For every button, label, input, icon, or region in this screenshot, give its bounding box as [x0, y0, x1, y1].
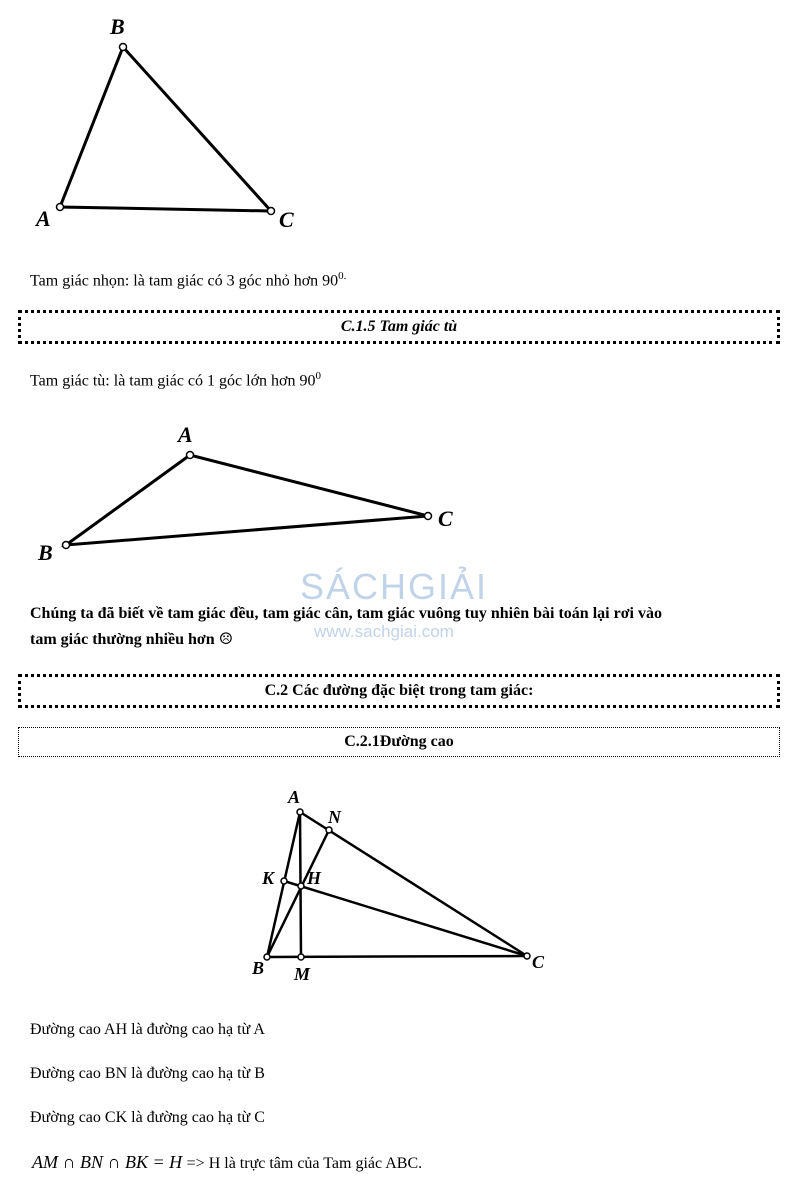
- triangle-abc-obtuse: [66, 455, 428, 545]
- altitude-bn-text: Đường cao BN là đường cao hạ từ B: [30, 1065, 265, 1082]
- triangle-abc: [60, 47, 271, 211]
- altitude-figure: [240, 780, 560, 990]
- summary-line-2: tam giác thường nhiều hơn ☹: [30, 631, 234, 648]
- vertex-a: [187, 452, 194, 459]
- altitude-ah-text: Đường cao AH là đường cao hạ từ A: [30, 1021, 265, 1038]
- obtuse-triangle-definition: Tam giác tù: là tam giác có 1 góc lớn hơn $90^0$: [30, 370, 321, 390]
- acute-triangle-figure: [0, 0, 320, 240]
- edge-bc: [267, 956, 527, 957]
- vertex-c: [268, 208, 275, 215]
- section-special-lines-title: C.2 Các đường đặc biệt trong tam giác:: [264, 682, 534, 699]
- label-c: C: [438, 506, 453, 531]
- vertex-a: [57, 204, 64, 211]
- label-b: B: [38, 540, 53, 565]
- obtuse-triangle-figure: [0, 410, 480, 570]
- section-obtuse-box: [18, 310, 780, 344]
- point-a: [297, 809, 303, 815]
- altitude-ck: [284, 881, 527, 956]
- point-m: [298, 954, 304, 960]
- conclusion-text: => H là trực tâm của Tam giác ABC.: [186, 1155, 423, 1172]
- section-special-lines-box: [18, 674, 780, 708]
- label-m: M: [294, 964, 311, 984]
- acute-triangle-definition: Tam giác nhọn: là tam giác có 3 góc nhỏ hơn $90^{0.}$: [30, 270, 347, 290]
- point-n: [326, 827, 332, 833]
- label-n: N: [328, 807, 341, 827]
- label-b: B: [110, 14, 125, 39]
- watermark-main-text: SÁCHGIẢI: [300, 566, 489, 607]
- altitude-bn: [267, 830, 329, 957]
- label-c: C: [279, 207, 294, 232]
- label-a: A: [288, 787, 301, 807]
- label-c: C: [532, 952, 545, 972]
- point-b: [264, 954, 270, 960]
- altitude-ck-text: Đường cao CK là đường cao hạ từ C: [30, 1109, 265, 1126]
- summary-line-1: Chúng ta đã biết về tam giác đều, tam giác cân, tam giác vuông tuy nhiên bài toán lại rơi vào: [30, 605, 662, 622]
- label-a: A: [36, 206, 51, 231]
- label-a: A: [178, 422, 193, 447]
- section-obtuse-title: C.1.5 Tam giác tù: [340, 318, 458, 335]
- label-b: B: [252, 958, 265, 978]
- vertex-b: [63, 542, 70, 549]
- triangle-edges: [267, 812, 527, 957]
- section-altitude-box: [18, 727, 780, 757]
- point-c: [524, 953, 530, 959]
- label-k: K: [262, 868, 275, 888]
- point-h: [298, 883, 304, 889]
- label-h: H: [307, 868, 322, 888]
- point-k: [281, 878, 287, 884]
- edge-ac: [300, 812, 527, 956]
- section-altitude-title: C.2.1Đường cao: [344, 733, 454, 750]
- watermark-url-text: www.sachgiai.com: [314, 622, 454, 641]
- vertex-b: [120, 44, 127, 51]
- vertex-c: [425, 513, 432, 520]
- intersection-formula: AM ∩ BN ∩ BK = H: [32, 1152, 183, 1172]
- orthocenter-conclusion: [32, 1152, 422, 1174]
